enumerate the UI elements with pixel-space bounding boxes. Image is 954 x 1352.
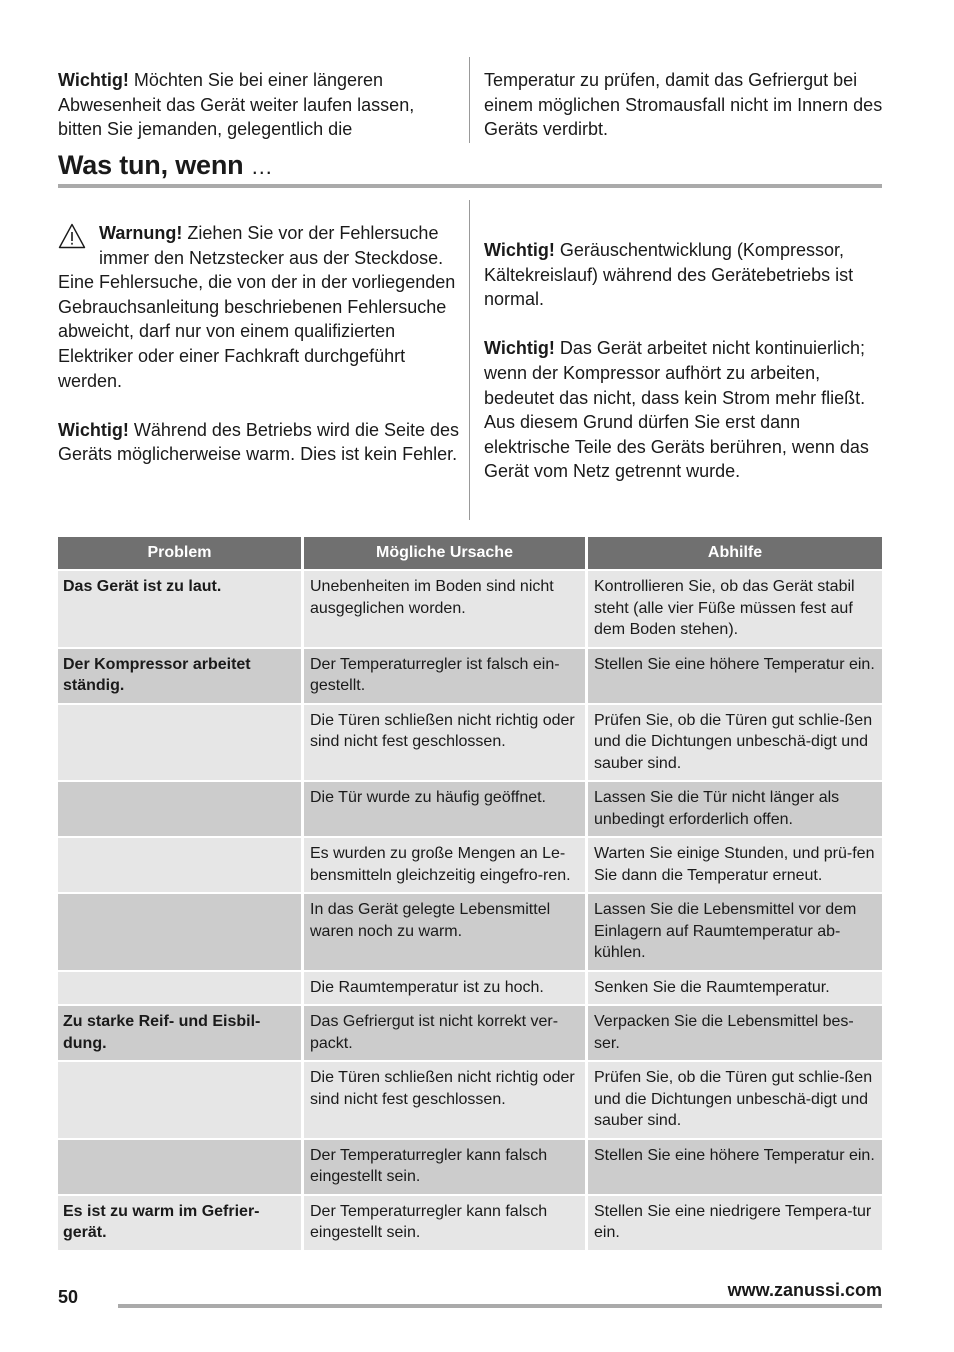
remedy-cell: Prüfen Sie, ob die Türen gut schlie-ßen und die Dichtungen unbeschä-digt und sauber sind. (588, 703, 882, 781)
intro-note-left (58, 68, 458, 142)
heading-rule (58, 184, 882, 188)
table-row (58, 1138, 882, 1194)
remedy-cell: Senken Sie die Raumtemperatur. (588, 970, 882, 1005)
note-not-continuous-text: Das Gerät arbeitet nicht kontinuierlich; wenn der Kompressor aufhört zu arbeiten, bedeutet das nicht, dass kein Strom mehr fließt. Aus diesem Grund dürfen Sie erst dann elektrische Teile des Geräts berühren, wenn das Gerät vom Netz getrennt wurde. (484, 338, 869, 482)
header-remedy: Abhilfe (588, 537, 882, 569)
section-title (58, 150, 273, 181)
problem-cell (58, 970, 304, 1005)
table-row (58, 1194, 882, 1250)
cause-cell: Es wurden zu große Mengen an Le-bensmitteln gleichzeitig eingefro-ren. (304, 836, 588, 892)
cause-cell: Die Tür wurde zu häufig geöffnet. (304, 780, 588, 836)
note-side-warm-label: Wichtig! (58, 419, 129, 440)
remedy-cell: Stellen Sie eine höhere Temperatur ein. (588, 1138, 882, 1194)
cause-cell: In das Gerät gelegte Lebensmittel waren noch zu warm. (304, 892, 588, 970)
problem-cell: Es ist zu warm im Gefrier-gerät. (58, 1194, 304, 1250)
table-row (58, 647, 882, 703)
cause-cell: Die Türen schließen nicht richtig oder sind nicht fest geschlossen. (304, 703, 588, 781)
remedy-cell: Prüfen Sie, ob die Türen gut schlie-ßen und die Dichtungen unbeschä-digt und sauber sind. (588, 1060, 882, 1138)
remedy-cell: Lassen Sie die Lebensmittel vor dem Einlagern auf Raumtemperatur ab-kühlen. (588, 892, 882, 970)
remedy-cell: Stellen Sie eine höhere Temperatur ein. (588, 647, 882, 703)
problem-cell (58, 780, 304, 836)
intro-left-text: Möchten Sie bei einer längeren Abwesenheit das Gerät weiter laufen lassen, bitten Sie jemanden, gelegentlich die (58, 70, 415, 140)
warning-triangle-icon (58, 223, 86, 249)
note-noise (484, 238, 884, 312)
warning-detail: Eine Fehlersuche, die von der in der vorliegenden Gebrauchsanleitung beschriebenen Fehlersuche abweicht, darf nur von einem qualifizierten Elektriker oder einer Fachkraft durchgeführt werden. (58, 272, 456, 391)
website-link[interactable]: www.zanussi.com (727, 1280, 882, 1300)
table-row (58, 703, 882, 781)
note-not-continuous-label: Wichtig! (484, 338, 555, 359)
cause-cell: Die Raumtemperatur ist zu hoch. (304, 970, 588, 1005)
left-column (58, 221, 462, 467)
warning-label: Warnung! (99, 223, 183, 243)
cause-cell: Die Türen schließen nicht richtig oder sind nicht fest geschlossen. (304, 1060, 588, 1138)
problem-cell (58, 1138, 304, 1194)
warning-text: Ziehen Sie vor der Fehlersuche immer den Netzstecker aus der Steckdose. (99, 223, 444, 268)
cause-cell: Der Temperaturregler ist falsch ein-gestellt. (304, 647, 588, 703)
note-noise-text: Geräuschentwicklung (Kompressor, Kältekreislauf) während des Gerätebetriebs ist normal. (484, 240, 854, 310)
troubleshooting-table (58, 537, 882, 1250)
column-divider-top (469, 57, 470, 143)
warning-block (58, 221, 462, 270)
note-side-warm-text: Während des Betriebs wird die Seite des Geräts möglicherweise warm. Dies ist kein Fehler. (58, 419, 460, 465)
problem-cell (58, 703, 304, 781)
section-title-text: Was tun, wenn (58, 150, 244, 180)
table-row (58, 1060, 882, 1138)
spacer (484, 312, 884, 337)
spacer (58, 393, 462, 418)
footer-rule (118, 1304, 882, 1308)
header-cause: Mögliche Ursache (304, 537, 588, 569)
column-divider-middle (469, 200, 470, 520)
table-row (58, 569, 882, 647)
cause-cell: Unebenheiten im Boden sind nicht ausgeglichen worden. (304, 569, 588, 647)
problem-cell: Das Gerät ist zu laut. (58, 569, 304, 647)
table-row (58, 836, 882, 892)
note-side-warm (58, 418, 462, 467)
table-row (58, 892, 882, 970)
section-title-ellipsis: … (250, 154, 273, 179)
intro-note-right: Temperatur zu prüfen, damit das Gefriergut bei einem möglichen Stromausfall nicht im Innern des Geräts verdirbt. (484, 70, 883, 140)
table-header-row (58, 537, 882, 569)
problem-cell (58, 1060, 304, 1138)
remedy-cell: Warten Sie einige Stunden, und prü-fen Sie dann die Temperatur erneut. (588, 836, 882, 892)
remedy-cell: Verpacken Sie die Lebensmittel bes-ser. (588, 1004, 882, 1060)
remedy-cell: Kontrollieren Sie, ob das Gerät stabil steht (alle vier Füße müssen fest auf dem Boden stehen). (588, 569, 882, 647)
intro-important-label: Wichtig! (58, 70, 129, 90)
cause-cell: Der Temperaturregler kann falsch eingestellt sein. (304, 1138, 588, 1194)
problem-cell: Der Kompressor arbeitet ständig. (58, 647, 304, 703)
problem-cell (58, 892, 304, 970)
right-column (484, 238, 884, 484)
problem-cell (58, 836, 304, 892)
problem-cell: Zu starke Reif- und Eisbil-dung. (58, 1004, 304, 1060)
table-row (58, 1004, 882, 1060)
remedy-cell: Stellen Sie eine niedrigere Tempera-tur ein. (588, 1194, 882, 1250)
cause-cell: Der Temperaturregler kann falsch eingestellt sein. (304, 1194, 588, 1250)
page-number: 50 (58, 1287, 79, 1307)
table-row (58, 780, 882, 836)
cause-cell: Das Gefriergut ist nicht korrekt ver-packt. (304, 1004, 588, 1060)
remedy-cell: Lassen Sie die Tür nicht länger als unbedingt erforderlich offen. (588, 780, 882, 836)
table-row (58, 970, 882, 1005)
header-problem: Problem (58, 537, 304, 569)
note-noise-label: Wichtig! (484, 240, 555, 260)
note-not-continuous (484, 336, 884, 484)
